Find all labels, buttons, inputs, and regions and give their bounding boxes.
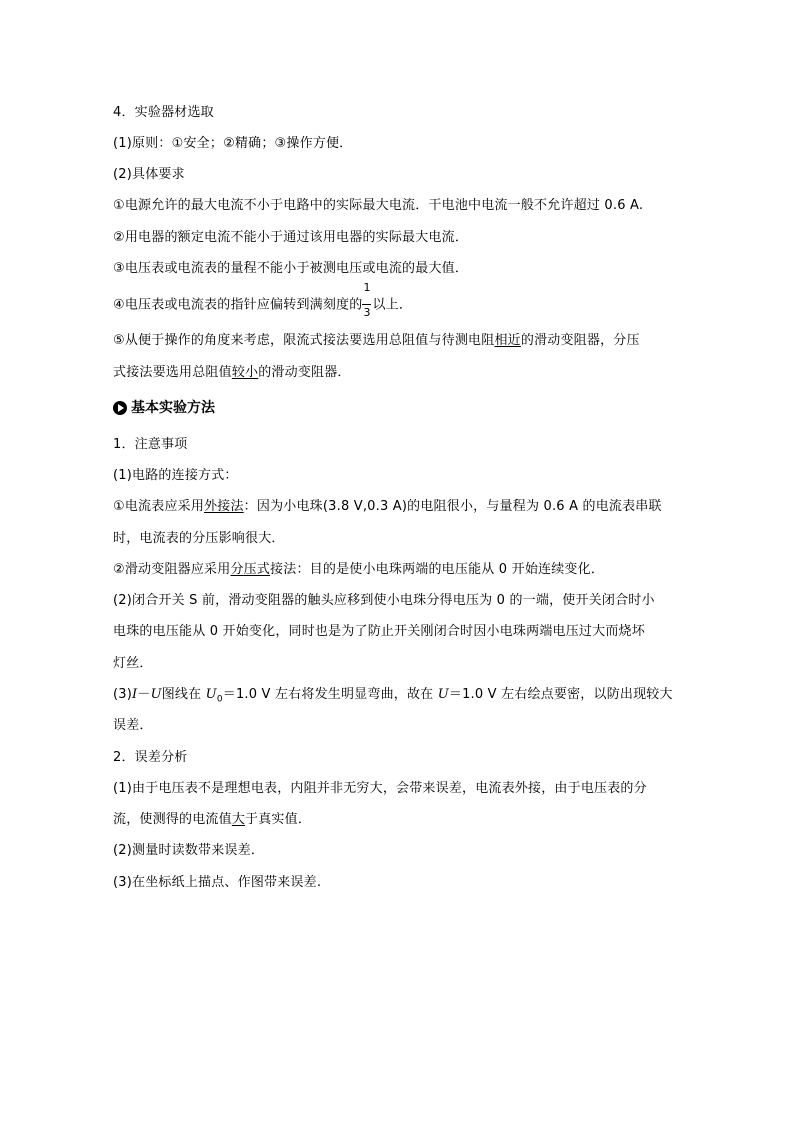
symbol-U: U	[150, 687, 162, 702]
symbol-dash: －	[137, 687, 151, 702]
errors-plotting: (3)在坐标纸上描点、作图带来误差.	[113, 875, 322, 890]
requirement-5-text-tail: 的滑动变阻器，分压	[520, 333, 640, 348]
symbol-U-2: U	[437, 687, 449, 702]
notes-iu-curve-line-1	[113, 686, 673, 709]
notes-iu-text-1: 图线在	[161, 687, 206, 702]
errors-reading: (2)测量时读数带来误差．	[113, 843, 265, 858]
notes-iu-text-2: ＝1.0 V 左右将发生明显弯曲，故在	[222, 687, 438, 702]
notes-ammeter-line-2: 时，电流表的分压影响很大．	[113, 531, 285, 546]
fraction-numerator: 1	[363, 281, 371, 294]
requirement-4-text: ④电压表或电流表的指针应偏转到满刻度的	[113, 297, 363, 313]
underlined-answer-smaller: 较小	[231, 365, 259, 380]
errors-voltmeter-line-1: (1)由于电压表不是理想电表，内阻并非无穷大，会带来误差，电流表外接，由于电压表的分	[113, 781, 647, 796]
notes-title: 1．注意事项	[113, 437, 188, 452]
underlined-divider-connection: 分压式	[230, 562, 271, 577]
notes-iu-curve-line-2: 误差．	[113, 718, 153, 733]
requirement-3: ③电压表或电流表的量程不能小于被测电压或电流的最大值．	[113, 261, 469, 276]
play-circle-icon	[113, 401, 127, 415]
fraction-bar	[362, 304, 371, 305]
notes-switch-line-2: 电珠的电压能从 0 开始变化，同时也是为了防止开关刚闭合时因小电珠两端电压过大而烧坏	[113, 624, 645, 639]
requirement-4-suffix: 以上．	[372, 297, 413, 313]
errors-voltmeter-line-2	[113, 811, 311, 829]
requirement-1: ①电源允许的最大电流不小于电路中的实际最大电流．干电池中电流一般不允许超过 0.6 A.	[113, 198, 644, 213]
requirement-2: ②用电器的额定电流不能小于通过该用电器的实际最大电流．	[113, 230, 469, 245]
requirement-5b-text: 式接法要选用总阻值	[113, 365, 232, 380]
requirement-5-text: ⑤从便于操作的角度来考虑，限流式接法要选用总阻值与待测电阻	[113, 333, 495, 348]
notes-switch-line-1: (2)闭合开关 S 前，滑动变阻器的触头应移到使小电珠分得电压为 0 的一端，使开关闭合时小	[113, 593, 655, 608]
requirement-5-line-1	[113, 332, 640, 350]
notes-rheostat-text-tail: 接法：目的是使小电珠两端的电压能从 0 开始连续变化．	[270, 562, 605, 577]
paragraph-principles: (1)原则：①安全；②精确；③操作方便．	[113, 136, 353, 151]
section-heading-basic-methods	[113, 398, 215, 418]
errors-voltmeter-text: 流，使测得的电流值	[113, 812, 232, 827]
notes-ammeter-text: ①电流表应采用	[113, 499, 205, 514]
paragraph-requirements-heading: (2)具体要求	[113, 167, 185, 182]
notes-connection: (1)电路的连接方式：	[113, 468, 238, 483]
fraction-one-third	[362, 281, 372, 319]
requirement-4	[113, 281, 413, 319]
notes-ammeter-text-tail: ：因为小电珠(3.8 V,0.3 A)的电阻很小，与量程为 0.6 A 的电流表串联	[243, 499, 662, 514]
symbol-U0: U	[205, 687, 217, 702]
notes-rheostat	[113, 561, 604, 579]
notes-switch-line-3: 灯丝．	[113, 656, 153, 671]
underlined-larger: 大	[231, 812, 246, 827]
underlined-external-connection: 外接法	[204, 499, 244, 514]
notes-rheostat-text: ②滑动变阻器应采用	[113, 562, 231, 577]
notes-iu-text-3: ＝1.0 V 左右绘点要密，以防出现较大	[448, 687, 673, 702]
section-title-equipment-selection: 4．实验器材选取	[113, 105, 214, 120]
notes-ammeter-line-1	[113, 498, 662, 516]
subscript-zero: 0	[216, 694, 223, 705]
section-heading-text: 基本实验方法	[131, 400, 215, 416]
fraction-denominator: 3	[363, 306, 371, 319]
errors-voltmeter-text-tail: 于真实值．	[245, 812, 312, 827]
notes-iu-prefix: (3)	[113, 687, 133, 702]
symbol-I: I	[132, 687, 138, 702]
underlined-answer-similar: 相近	[494, 333, 521, 348]
errors-title: 2．误差分析	[113, 750, 188, 765]
requirement-5b-tail: 的滑动变阻器．	[258, 365, 351, 380]
requirement-5-line-2	[113, 364, 351, 382]
